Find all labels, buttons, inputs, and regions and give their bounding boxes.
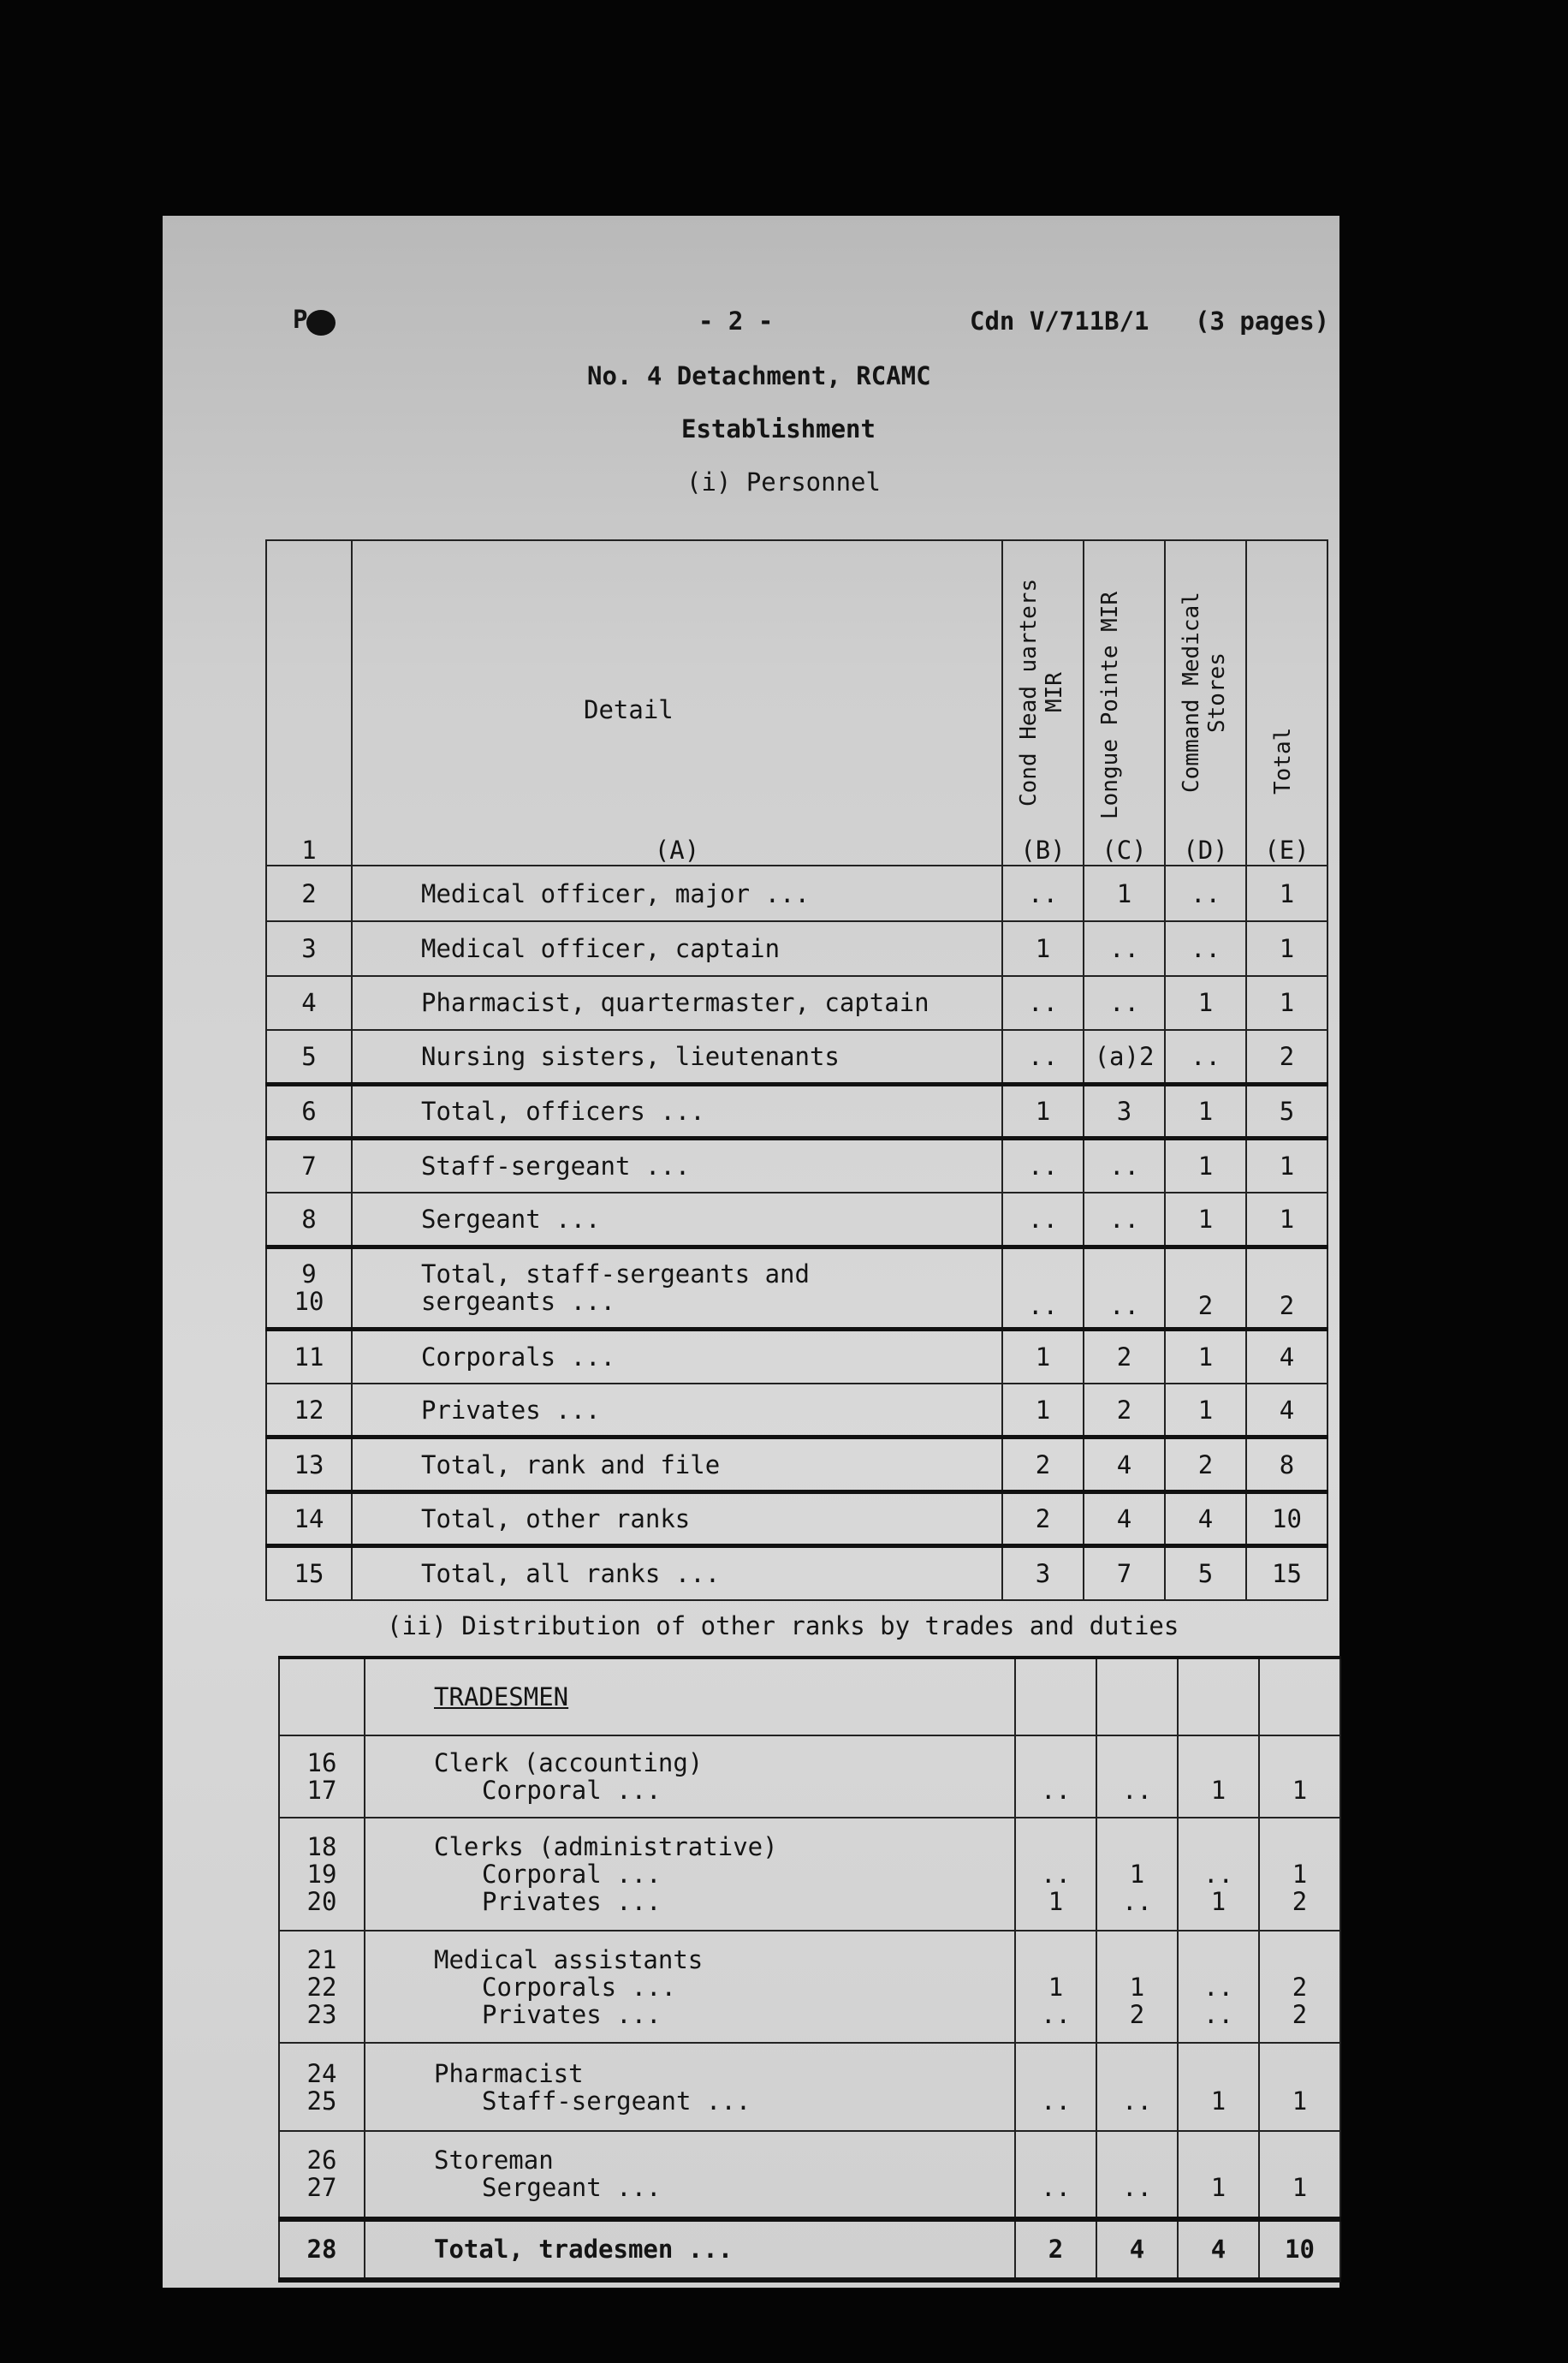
page-mark: P (293, 305, 308, 334)
section-distribution: (ii) Distribution of other ranks by trades and duties (387, 1611, 1179, 1640)
section-personnel: (i) Personnel (686, 467, 881, 497)
document-reference: Cdn V/711B/1 (970, 307, 1149, 336)
total-row: 9 10 Total, staff-sergeants and sergeants ... .. .. 2 2 (266, 1247, 1327, 1329)
table-header-row (266, 540, 1327, 866)
document-title: No. 4 Detachment, RCAMC (587, 361, 931, 390)
col-1-header: 1 (266, 540, 352, 866)
col-b-header: Cond Head uarters MIR (B) (1002, 540, 1084, 866)
trade-group: 16 17 Clerk (accounting) Corporal ... .. .. 1 1 (279, 1735, 1340, 1818)
table-row: 5 Nursing sisters, lieutenants .. (a)2 .. 2 (266, 1030, 1327, 1084)
total-tradesmen-row: 28 Total, tradesmen ... 2 4 4 10 (279, 2219, 1340, 2280)
col-b-label: Cond Head uarters MIR (1015, 578, 1067, 807)
tradesmen-heading: TRADESMEN (434, 1682, 569, 1712)
document-subtitle: Establishment (681, 414, 876, 443)
col-c-header: Longue Pointe MIR (C) (1084, 540, 1165, 866)
col-c-label: Longue Pointe MIR (1096, 591, 1123, 820)
detail-heading: Detail (584, 695, 674, 724)
table-row: 3 Medical officer, captain 1 .. .. 1 (266, 921, 1327, 975)
trade-group: 26 27 Storeman Sergeant ... .. .. 1 1 (279, 2131, 1340, 2219)
total-row: 14 Total, other ranks 2 4 4 10 (266, 1491, 1327, 1545)
trade-group: 24 25 Pharmacist Staff-sergeant ... .. .. 1 1 (279, 2043, 1340, 2131)
col-d-label: Command Medical Stores (1178, 592, 1230, 794)
col-e-label: Total (1269, 727, 1296, 795)
col-e-header: Total (E) (1246, 540, 1327, 866)
trade-group: 21 22 23 Medical assistants Corporals ... Privates ... 1 .. 1 2 .. .. 2 2 (279, 1931, 1340, 2044)
table-row: 7 Staff-sergeant ... .. .. 1 1 (266, 1139, 1327, 1193)
tradesmen-heading-row (279, 1658, 1340, 1735)
document-page (163, 216, 1339, 2288)
tradesmen-table (278, 1656, 1339, 2283)
table-row: 11 Corporals ... 1 2 1 4 (266, 1329, 1327, 1383)
total-row: 15 Total, all ranks ... 3 7 5 15 (266, 1546, 1327, 1600)
total-row: 6 Total, officers ... 1 3 1 5 (266, 1084, 1327, 1138)
table-row: 2 Medical officer, major ... .. 1 .. 1 (266, 866, 1327, 921)
col-d-header: Command Medical Stores (D) (1165, 540, 1246, 866)
total-row: 13 Total, rank and file 2 4 2 8 (266, 1437, 1327, 1491)
table-row: 8 Sergeant ... .. .. 1 1 (266, 1193, 1327, 1247)
col-detail-header: Detail (A) (352, 540, 1002, 866)
personnel-table (265, 539, 1327, 1601)
page-number: - 2 - (698, 307, 774, 336)
page-count: (3 pages) (1195, 307, 1330, 336)
table-row: 4 Pharmacist, quartermaster, captain .. .. 1 1 (266, 976, 1327, 1030)
trade-group: 18 19 20 Clerks (administrative) Corporal ... Privates ... .. 1 1 .. .. 1 1 2 (279, 1818, 1340, 1931)
ink-blot (306, 310, 336, 336)
table-row: 12 Privates ... 1 2 1 4 (266, 1384, 1327, 1437)
